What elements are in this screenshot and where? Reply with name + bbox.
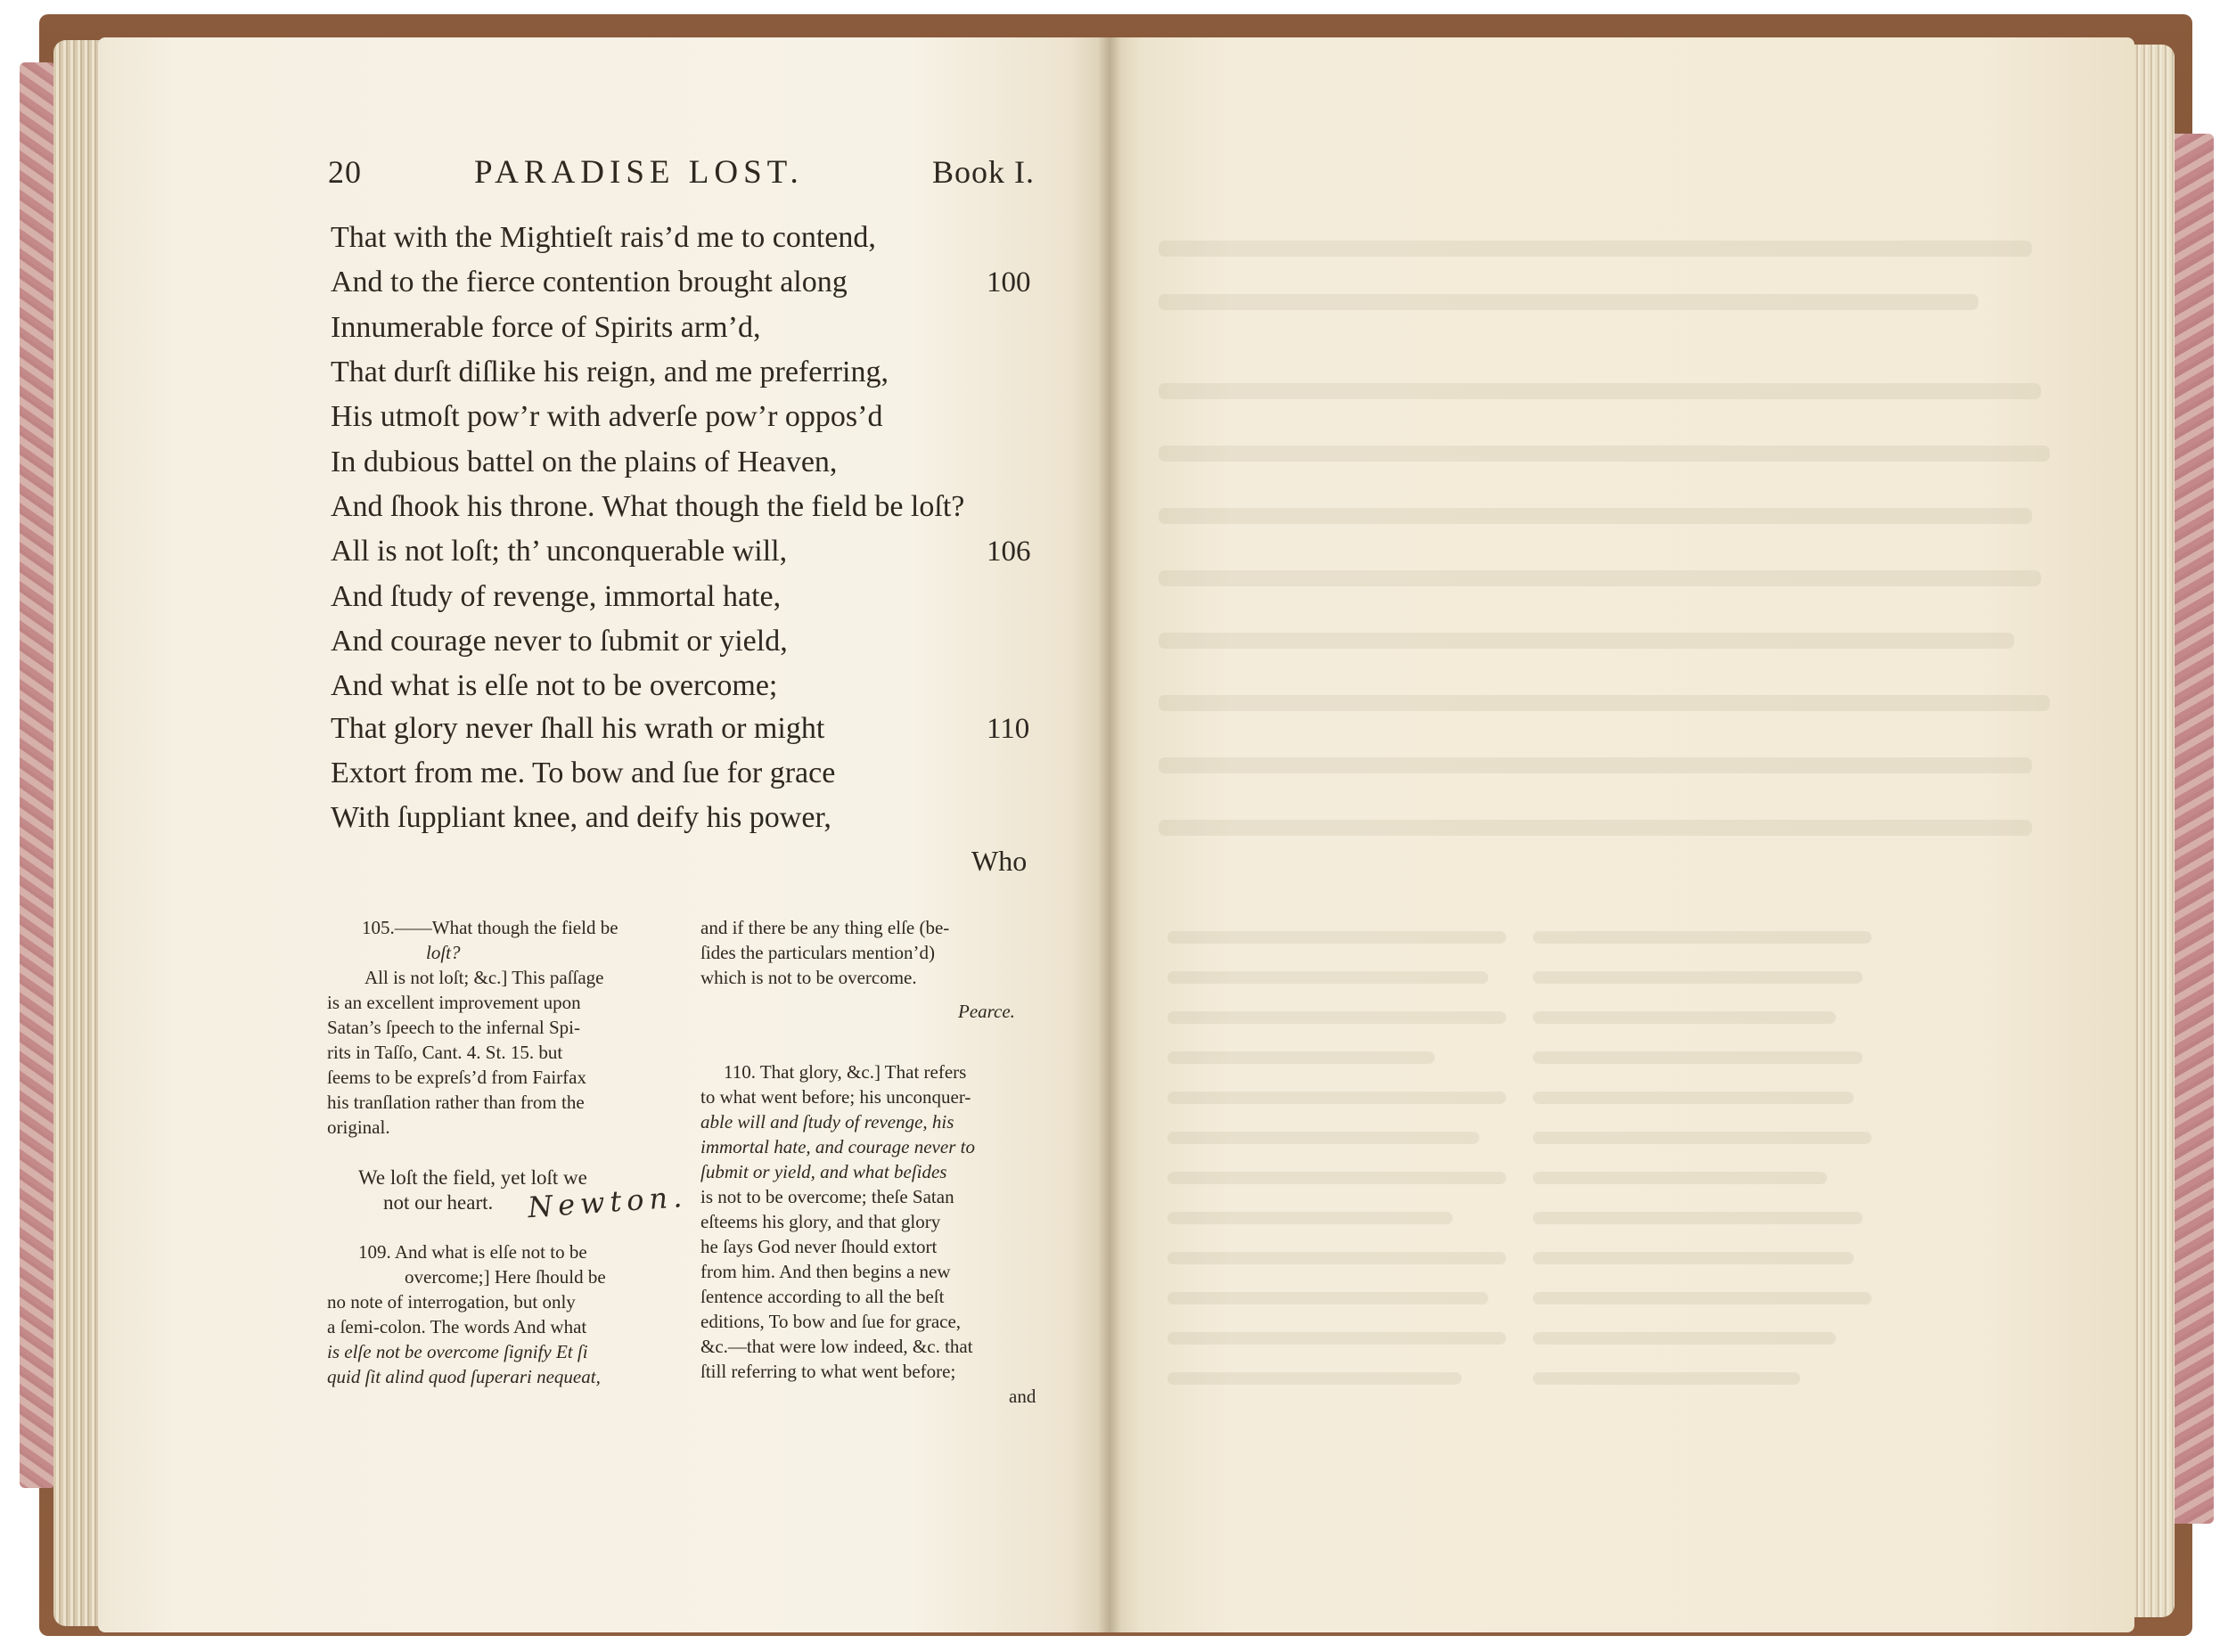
verse-line: With ſuppliant knee, and deify his power, <box>331 801 831 834</box>
verse-line: All is not loſt; th’ unconquerable will, <box>331 535 788 568</box>
footnote-line: ſides the particulars mention’d) <box>700 942 936 963</box>
verse-line: That glory never ſhall his wrath or might <box>331 712 825 745</box>
footnote-line: 110. That glory, &c.] That refers <box>724 1061 967 1083</box>
footnote-line: ſentence according to all the beſt <box>700 1286 945 1307</box>
footnote-line: his tranſlation rather than from the <box>327 1092 585 1113</box>
footnote-line: Satan’s ſpeech to the infernal Spi- <box>327 1017 581 1038</box>
footnote-line: is an excellent improvement upon <box>327 992 581 1013</box>
footnote-line: We loſt the field, yet loſt we <box>358 1166 587 1189</box>
footnote-line: rits in Taſſo, Cant. 4. St. 15. but <box>327 1042 563 1063</box>
footnote-line: which is not to be overcome. <box>700 967 917 988</box>
catchword: Who <box>971 845 1028 877</box>
line-number: 110 <box>987 713 1030 745</box>
line-number: 106 <box>987 536 1031 568</box>
footnote-line: 109. And what is elſe not to be <box>358 1241 587 1263</box>
verse-line: And ſtudy of revenge, immortal hate, <box>331 580 782 613</box>
footnote-line: original. <box>327 1116 390 1138</box>
footnote-line: immortal hate, and courage never to <box>700 1136 975 1157</box>
verse-line: Extort from me. To bow and ſue for grace <box>331 756 836 789</box>
page-number: 20 <box>328 154 362 190</box>
footnote-line: is not to be overcome; theſe Satan <box>700 1186 954 1207</box>
footnote-line: from him. And then begins a new <box>700 1261 951 1282</box>
running-title: PARADISE LOST. <box>474 154 804 191</box>
verse-line: His utmoſt pow’r with adverſe pow’r oppos’d <box>331 400 883 433</box>
footnote-line: and if there be any thing elſe (be- <box>700 917 950 938</box>
verse-line: That durſt diſlike his reign, and me preferring, <box>331 356 889 388</box>
footnote-line: overcome;] Here ſhould be <box>405 1266 606 1288</box>
footnote-line: able will and ſtudy of revenge, his <box>700 1111 954 1133</box>
verse-line: And to the fierce contention brought along <box>331 266 848 299</box>
handwritten-signature: Newton. <box>526 1179 689 1225</box>
footnote-line: to what went before; his unconquer- <box>700 1086 971 1108</box>
footnote-line: no note of interrogation, but only <box>327 1291 576 1313</box>
footnote-line: quid ſit alind quod ſuperari nequeat, <box>327 1366 601 1387</box>
footnote-line: 105.——What though the field be <box>362 917 618 938</box>
footnote-line: and <box>1009 1386 1036 1407</box>
footnote-line: Pearce. <box>958 1001 1015 1022</box>
footnote-line: eſteems his glory, and that glory <box>700 1211 941 1232</box>
footnote-line: ſubmit or yield, and what beſides <box>700 1161 947 1182</box>
verse-line: And what is elſe not to be overcome; <box>331 669 778 702</box>
book-gutter <box>1098 37 1121 1632</box>
footnote-line: editions, To bow and ſue for grace, <box>700 1311 962 1332</box>
footnote-line: he ſays God never ſhould extort <box>700 1236 938 1257</box>
verse-line: And ſhook his throne. What though the field be loſt? <box>331 490 965 523</box>
book-label: Book I. <box>932 154 1035 190</box>
verse-line: And courage never to ſubmit or yield, <box>331 625 788 658</box>
verse-line: Innumerable force of Spirits arm’d, <box>331 311 761 344</box>
verse-line: That with the Mightieſt rais’d me to contend, <box>331 221 876 254</box>
footnote-line: &c.—that were low indeed, &c. that <box>700 1336 973 1357</box>
footnote-line: All is not loſt; &c.] This paſſage <box>365 967 604 988</box>
footnote-line: a ſemi-colon. The words And what <box>327 1316 587 1337</box>
footnote-line: not our heart. <box>383 1191 494 1214</box>
footnote-line: is elſe not be overcome ſignify Et ſi <box>327 1341 588 1362</box>
footnote-line: ſeems to be expreſs’d from Fairfax <box>327 1067 586 1088</box>
footnote-line: ſtill referring to what went before; <box>700 1361 956 1382</box>
line-number: 100 <box>987 266 1031 299</box>
verse-line: In dubious battel on the plains of Heaven, <box>331 446 838 478</box>
footnote-line: loſt? <box>426 942 461 963</box>
marbled-endpaper-left <box>20 62 55 1488</box>
